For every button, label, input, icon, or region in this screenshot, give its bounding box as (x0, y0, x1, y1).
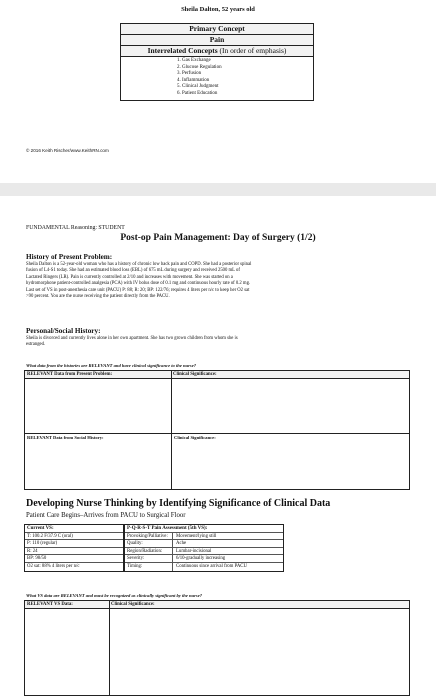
clinical-significance-header: Clinical Significance: (171, 371, 409, 379)
vs-row: O2 sat: 88% 4 liters per n/c (27, 563, 80, 569)
social-history-heading: Personal/Social History: (26, 327, 101, 335)
copyright: © 2016 Keith Rischer/www.KeithRN.com (26, 148, 109, 153)
fundamental-reasoning-label: FUNDAMENTAL Reasoning: STUDENT (26, 225, 125, 231)
social-history-header: RELEVANT Data from Social History: (25, 434, 171, 442)
concept-item: 6. Patient Education (177, 90, 218, 96)
page-title: Post-op Pain Management: Day of Surgery (1/2) (120, 233, 316, 243)
patient-care-subheading: Patient Care Begins–Arrives from PACU to Surgical Floor (26, 512, 186, 519)
hpi-paragraph: Sheila Dalton is a 52-year-old woman who has a history of chronic low back pain and COPD. She had a posterior spinal fusion of L4-S1 today. She had an estimated blood loss (EBL) of 675 mL during surgery and received 2500 mL of Lactated Ringers (LR). Pain is currently controlled at 2/10 and increases with movement. She was started on a hydromorphone patient-controlled analgesia (PCA) with IV bolus dose of 0.1 mg and continuous hourly rate of 0.2 mg. Last set of VS in post-anesthesia care unit (PACU) P: 88; R: 20; BP: 122/76; requires 4 liters per n/c to keep her O2 sat >90 percent. You are the nurse receiving the patient directly from the PACU. (26, 262, 252, 300)
present-problem-header: RELEVANT Data from Present Problem: (25, 371, 171, 379)
primary-concept-label: Primary Concept (121, 24, 313, 35)
social-history-paragraph: Sheila is divorced and currently lives alone in her own apartment. She has two grown children from whom she is estranged. (26, 336, 238, 348)
concept-item: 4. Inflammation (177, 77, 210, 83)
hpi-heading: History of Present Problem: (26, 253, 113, 261)
relevant-vs-header: RELEVANT VS Data: (25, 601, 109, 609)
interrelated-concepts-label: Interrelated Concepts (In order of emphasis) (121, 46, 313, 57)
pqrst-header: P-Q-R-S-T Pain Assessment (5th VS): (125, 525, 283, 533)
current-vs-table (24, 524, 124, 572)
concept-item: 1. Gas Exchange (177, 58, 211, 63)
clinical-significance-header-2: Clinical Significance: (172, 434, 409, 442)
vs-row: BP: 98/50 (25, 555, 123, 563)
concept-table (120, 23, 314, 101)
concept-item: 5. Clinical Judgment (177, 84, 219, 90)
vs-question: What VS data are RELEVANT and must be recognized as clinically significant by the nurse? (26, 593, 203, 598)
vs-row: R: 24 (25, 548, 123, 556)
vs-row: T: 100.2 F/37.9 C (oral) (25, 533, 123, 541)
primary-concept-value: Pain (121, 35, 313, 46)
vs-significance-table (24, 600, 410, 696)
page-one (0, 0, 436, 183)
pqrst-row: Timing: Continuous since arrival from PACU (127, 563, 247, 569)
histories-question: What data from the histories are RELEVANT and have clinical significance to the nurse? (26, 363, 197, 368)
pqrst-row: Region/Radiation: Lumbar-incisional (125, 548, 283, 556)
pqrst-row: Provoking/Palliative: Movement/lying still (125, 533, 283, 541)
nurse-thinking-heading: Developing Nurse Thinking by Identifying Significance of Clinical Data (26, 498, 331, 509)
pqrst-row: Quality: Ache (125, 540, 283, 548)
histories-table (24, 370, 410, 490)
concept-item: 2. Glucose Regulation (177, 64, 222, 70)
vs-header: Current VS: (25, 525, 123, 533)
clinical-significance-header-3: Clinical Significance: (109, 601, 409, 609)
concept-item: 3. Perfusion (177, 71, 202, 77)
pqrst-table (124, 524, 284, 572)
pqrst-row: Severity: 6/10-gradually increasing (125, 555, 283, 563)
interrelated-concepts-list (121, 57, 313, 100)
vs-row: P: 110 (regular) (25, 540, 123, 548)
patient-header: Sheila Dalton, 52 years old (181, 6, 255, 13)
